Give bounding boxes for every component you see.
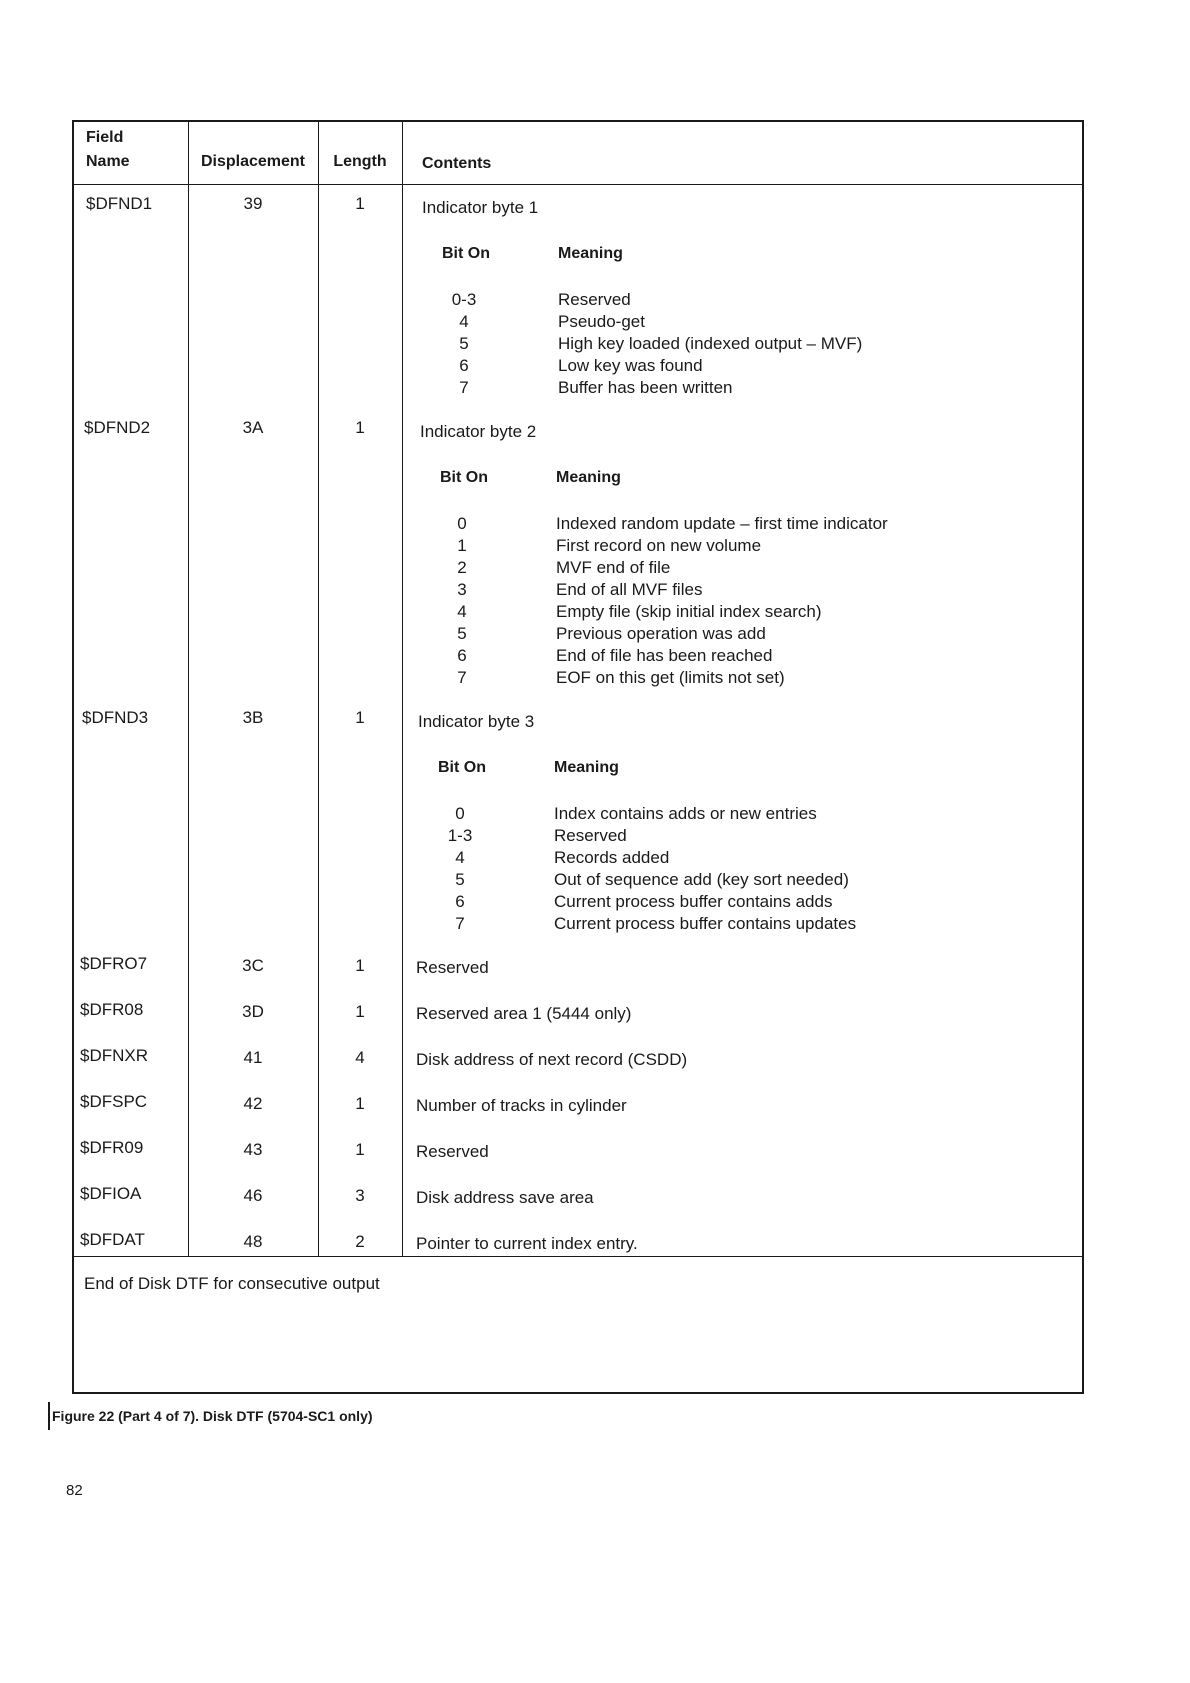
bit-meaning: First record on new volume (556, 536, 762, 555)
field-name: $DFIOA (80, 1184, 142, 1203)
header-divider (74, 184, 1082, 185)
bit-meaning: Low key was found (558, 356, 703, 375)
contents-value: Pointer to current index entry. (416, 1234, 638, 1253)
meaning-header: Meaning (556, 469, 621, 486)
bit-meaning: Current process buffer contains updates (554, 914, 857, 933)
bit-meaning: Buffer has been written (558, 378, 733, 397)
displacement-value: 42 (243, 1094, 263, 1113)
column-divider (402, 122, 403, 1256)
footer-divider (74, 1256, 1082, 1257)
bit-value: 3 (457, 580, 467, 599)
bit-value: 7 (459, 378, 469, 397)
length-value: 1 (355, 1094, 365, 1113)
header-displacement: Displacement (200, 153, 306, 170)
field-name: $DFND3 (82, 708, 149, 727)
bit-meaning: Records added (554, 848, 670, 867)
contents-value: Disk address of next record (CSDD) (416, 1050, 688, 1069)
contents-value: Disk address save area (416, 1188, 594, 1207)
displacement-value: 48 (243, 1232, 263, 1251)
length-value: 1 (355, 1140, 365, 1159)
length-value: 1 (355, 418, 365, 437)
bit-meaning: Out of sequence add (key sort needed) (554, 870, 849, 889)
bit-value: 2 (457, 558, 467, 577)
displacement-value: 43 (243, 1140, 263, 1159)
bit-value: 6 (455, 892, 465, 911)
length-value: 1 (355, 1002, 365, 1021)
displacement-value: 3A (242, 418, 264, 437)
bit-meaning: End of file has been reached (556, 646, 773, 665)
revision-bar (48, 1402, 50, 1430)
bit-meaning: Indexed random update – first time indicator (556, 514, 888, 533)
meaning-header: Meaning (558, 245, 623, 262)
field-name: $DFND1 (86, 194, 153, 213)
contents-value: Indicator byte 1 (422, 198, 539, 217)
bit-value: 6 (457, 646, 467, 665)
contents-value: Reserved area 1 (5444 only) (416, 1004, 632, 1023)
figure-caption: Figure 22 (Part 4 of 7). Disk DTF (5704-SC1 only) (52, 1408, 373, 1424)
length-value: 2 (355, 1232, 365, 1251)
bit-value: 0 (457, 514, 467, 533)
bit-value: 5 (457, 624, 467, 643)
field-name: $DFND2 (84, 418, 151, 437)
bit-on-header: Bit On (442, 245, 490, 262)
footer-row-text: End of Disk DTF for consecutive output (84, 1274, 380, 1293)
displacement-value: 3B (242, 708, 264, 727)
bit-value: 0-3 (451, 290, 477, 309)
length-value: 1 (355, 194, 365, 213)
bit-meaning: Reserved (558, 290, 631, 309)
bit-meaning: High key loaded (indexed output – MVF) (558, 334, 863, 353)
header-contents: Contents (422, 155, 492, 172)
field-name: $DFRO7 (80, 954, 148, 973)
field-name: $DFSPC (80, 1092, 148, 1111)
contents-value: Reserved (416, 958, 489, 977)
bit-meaning: Index contains adds or new entries (554, 804, 817, 823)
contents-value: Number of tracks in cylinder (416, 1096, 627, 1115)
contents-value: Indicator byte 3 (418, 712, 535, 731)
field-name: $DFR08 (80, 1000, 144, 1019)
bit-meaning: Previous operation was add (556, 624, 766, 643)
contents-value: Indicator byte 2 (420, 422, 537, 441)
header-field-name: Field Name (86, 129, 130, 170)
bit-meaning: Empty file (skip initial index search) (556, 602, 822, 621)
bit-meaning: EOF on this get (limits not set) (556, 668, 785, 687)
bit-value: 1 (457, 536, 467, 555)
column-divider (318, 122, 319, 1256)
field-name: $DFR09 (80, 1138, 144, 1157)
bit-meaning: Current process buffer contains adds (554, 892, 833, 911)
bit-value: 7 (455, 914, 465, 933)
displacement-value: 39 (243, 194, 263, 213)
length-value: 4 (355, 1048, 365, 1067)
bit-value: 6 (459, 356, 469, 375)
displacement-value: 3D (242, 1002, 264, 1021)
bit-meaning: End of all MVF files (556, 580, 703, 599)
displacement-value: 46 (243, 1186, 263, 1205)
bit-value: 4 (457, 602, 467, 621)
bit-value: 7 (457, 668, 467, 687)
contents-value: Reserved (416, 1142, 489, 1161)
meaning-header: Meaning (554, 759, 619, 776)
bit-value: 4 (459, 312, 469, 331)
bit-value: 1-3 (447, 826, 473, 845)
length-value: 3 (355, 1186, 365, 1205)
bit-meaning: Pseudo-get (558, 312, 645, 331)
bit-value: 4 (455, 848, 465, 867)
length-value: 1 (355, 708, 365, 727)
bit-on-header: Bit On (438, 759, 486, 776)
length-value: 1 (355, 956, 365, 975)
column-divider (188, 122, 189, 1256)
bit-meaning: MVF end of file (556, 558, 671, 577)
bit-on-header: Bit On (440, 469, 488, 486)
bit-value: 5 (455, 870, 465, 889)
header-length: Length (333, 153, 387, 170)
bit-value: 5 (459, 334, 469, 353)
displacement-value: 3C (242, 956, 264, 975)
bit-meaning: Reserved (554, 826, 627, 845)
displacement-value: 41 (243, 1048, 263, 1067)
field-name: $DFDAT (80, 1230, 145, 1249)
bit-value: 0 (455, 804, 465, 823)
field-name: $DFNXR (80, 1046, 149, 1065)
page-number: 82 (66, 1482, 83, 1499)
disk-dtf-table (72, 120, 1084, 1394)
